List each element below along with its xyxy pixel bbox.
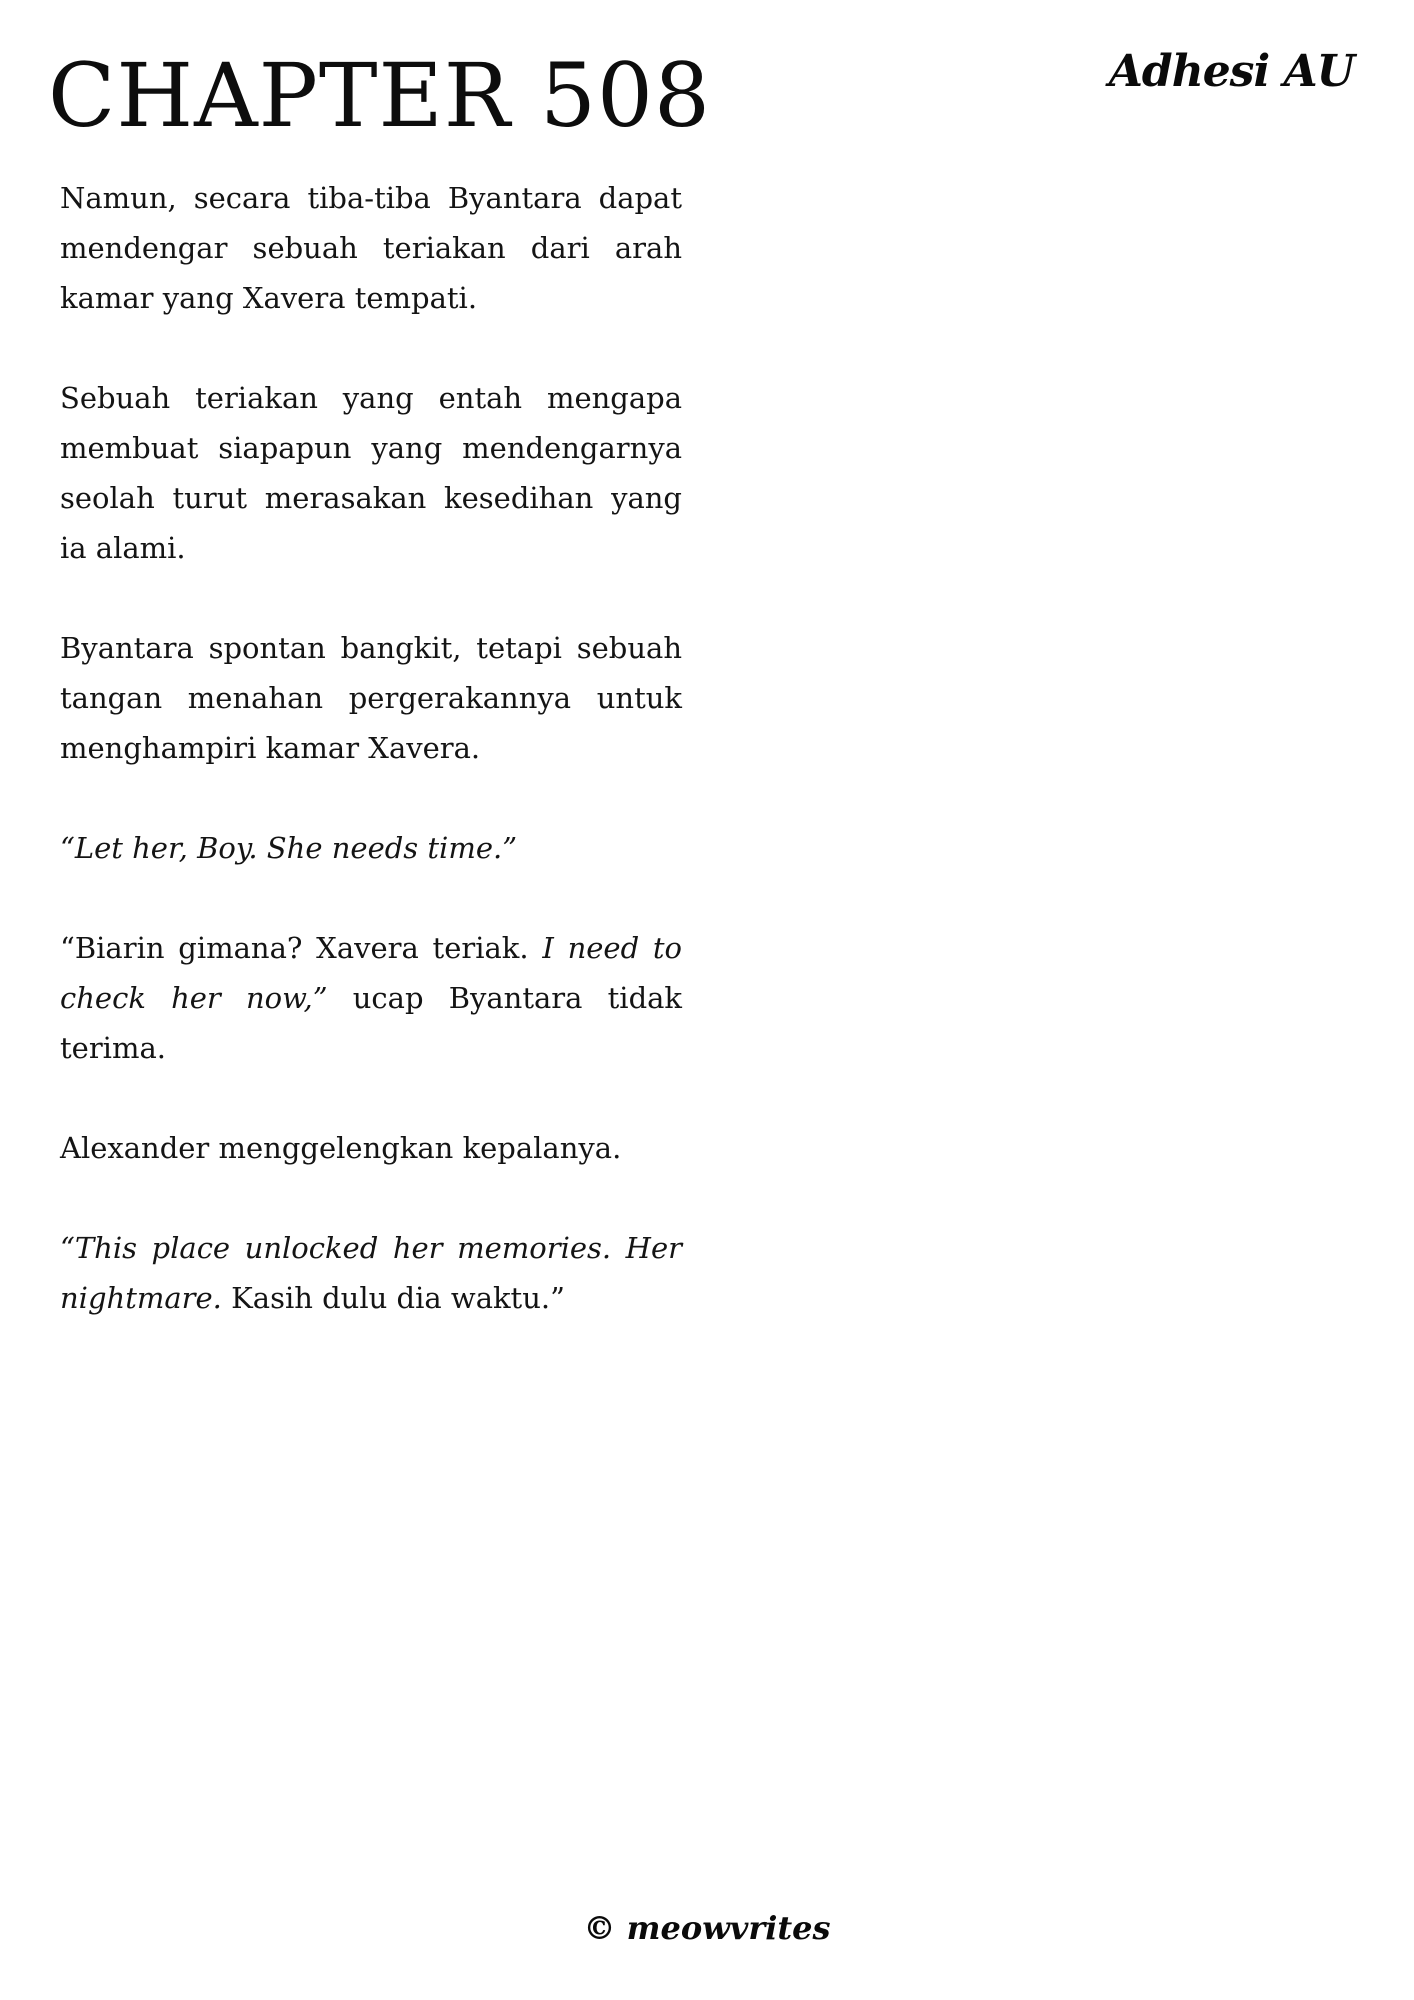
chapter-title: CHAPTER 508 — [48, 44, 711, 147]
dialogue-text: Kasih dulu dia waktu.” — [221, 1281, 565, 1315]
chapter-body — [60, 173, 682, 1373]
paragraph-5 — [60, 923, 682, 1073]
paragraph-2: Sebuah teriakan yang entah mengapa membuat siapapun yang mendengarnya seolah turut merasakan kesedihan yang ia alami. — [60, 381, 682, 565]
paragraph-1: Namun, secara tiba-tiba Byantara dapat mendengar sebuah teriakan dari arah kamar yang Xavera tempati. — [60, 181, 682, 315]
paragraph-7 — [60, 1223, 682, 1323]
dialogue-italic: I need to check her now,” — [60, 931, 683, 1015]
dialogue-italic: “This place unlocked her memories. Her nightmare. — [60, 1231, 682, 1315]
copyright-footer: © meowvrites — [583, 1909, 831, 1947]
dialogue-italic: “Let her, Boy. She needs time.” — [60, 831, 518, 865]
paragraph-6: Alexander menggelengkan kepalanya. — [60, 1131, 622, 1165]
brand-logo: Adhesi AU — [1108, 46, 1354, 97]
dialogue-text: “Biarin gimana? Xavera teriak. — [60, 931, 543, 965]
paragraph-4 — [60, 823, 682, 873]
dialogue-tag: ucap Byantara tidak terima. — [60, 981, 682, 1065]
paragraph-3: Byantara spontan bangkit, tetapi sebuah tangan menahan pergerakannya untuk menghampiri kamar Xavera. — [60, 631, 682, 765]
